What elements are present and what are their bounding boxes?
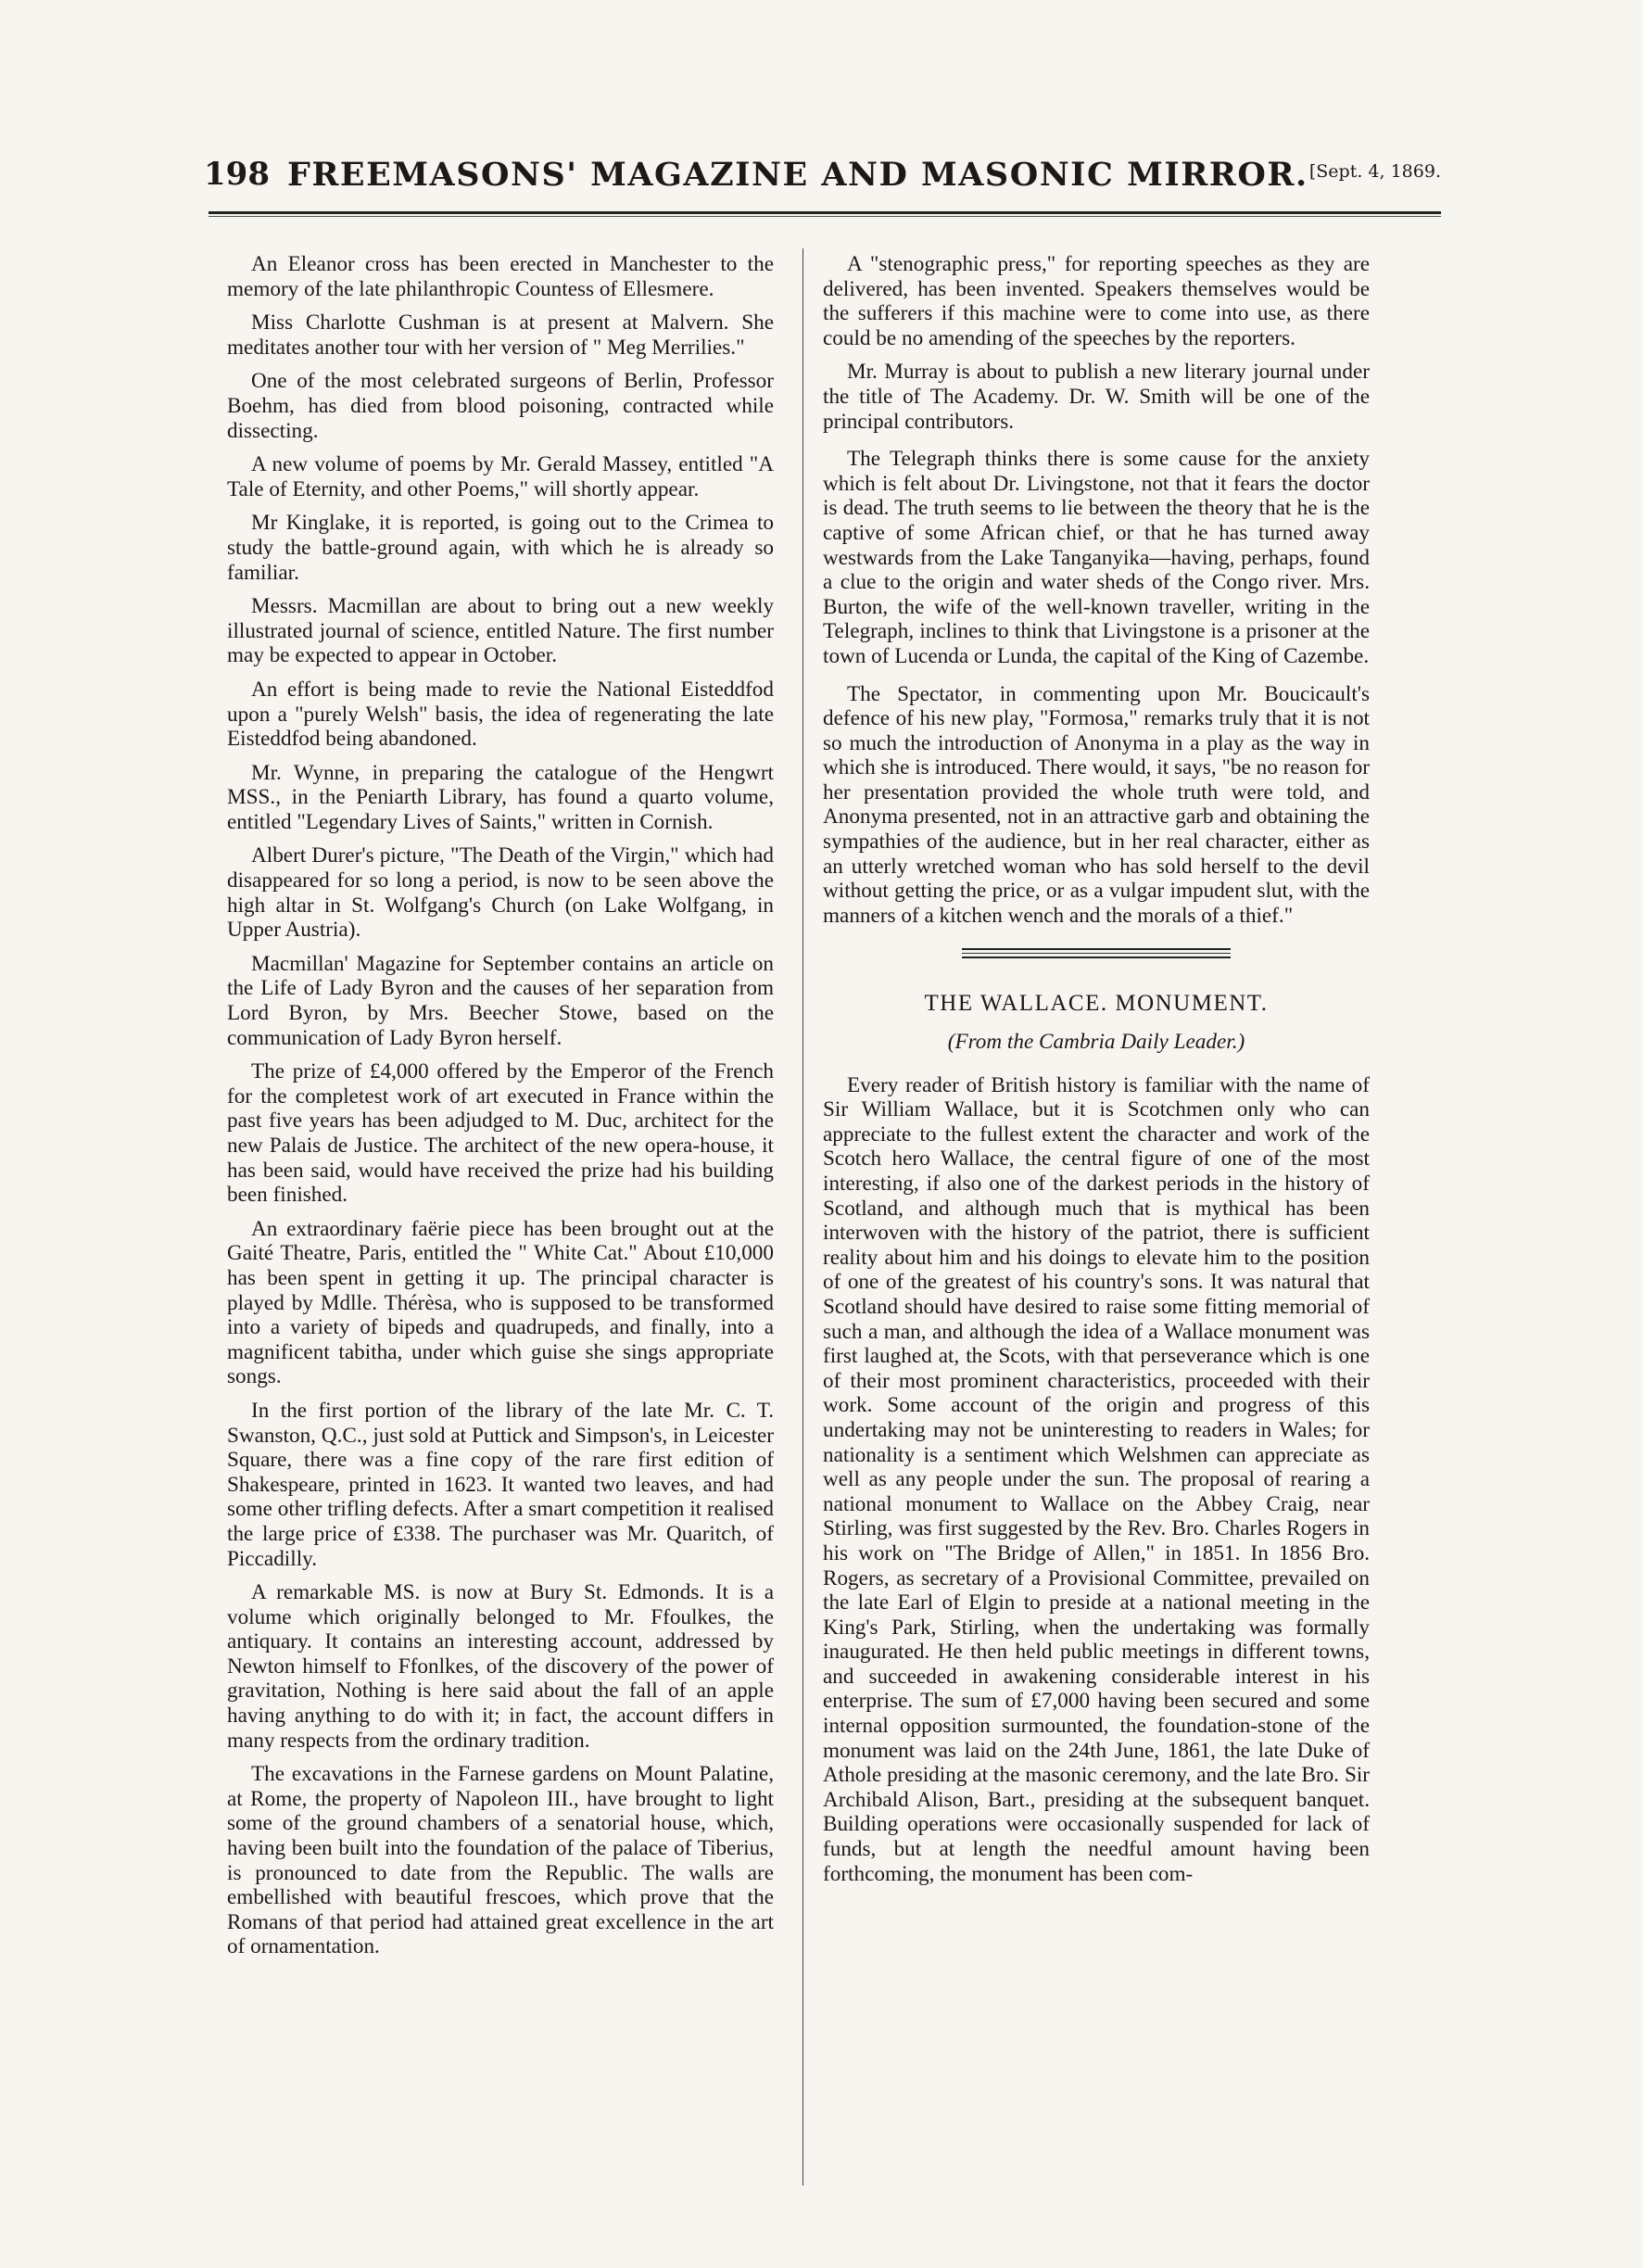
- news-item: An effort is being made to revie the National Eisteddfod upon a "purely Welsh" basis, the idea of regenerating the late Eisteddfod being abandoned.: [227, 677, 774, 752]
- news-item: A remarkable MS. is now at Bury St. Edmonds. It is a volume which originally belonged to Mr. Ffoulkes, the antiquary. It contains an interesting account, addressed by Newton himself to Ffonlkes, of the discovery of the power of gravitation, Nothing is here said about the fall of an apple having anything to do with it; in fact, the account differs in many respects from the ordinary tradition.: [227, 1580, 774, 1753]
- news-item: Macmillan' Magazine for September contains an article on the Life of Lady Byron and the causes of her separation from Lord Byron, by Mrs. Beecher Stowe, based on the communication of Lady Byron herself.: [227, 951, 774, 1050]
- news-item: In the first portion of the library of the late Mr. C. T. Swanston, Q.C., just sold at Puttick and Simpson's, in Leicester Square, there was a fine copy of the rare first edition of Shakespeare, printed in 1623. It wanted two leaves, and had some other trifling defects. After a smart competition it realised the large price of £338. The purchaser was Mr. Quaritch, of Piccadilly.: [227, 1398, 774, 1571]
- article-body: Every reader of British history is familiar with the name of Sir William Wallace, but it is Scotchmen only who can appreciate to the fullest extent the character and work of the Scotch hero Wallace, the central figure of one of the most interesting, if also one of the darkest periods in the history of Scotland, and although much that is mythical has been interwoven with the history of the patriot, there is sufficient reality about him and his doings to elevate him to the position of one of the greatest of his country's sons. It was natural that Scotland should have desired to raise some fitting memorial of such a man, and although the idea of a Wallace monument was first laughed at, the Scots, with that perseverance which is one of their most prominent characteristics, proceeded with their work. Some account of the origin and progress of this undertaking may not be uninteresting to readers in Wales; for nationality is a sentiment which Welshmen can appreciate as well as any people under the sun. The proposal of rearing a national monument to Wallace on the Abbey Craig, near Stirling, was first suggested by the Rev. Bro. Charles Rogers in his work on "The Bridge of Allen," in 1851. In 1856 Bro. Rogers, as secretary of a Provisional Committee, prevailed on the late Earl of Elgin to preside at a national meeting in the King's Park, Stirling, when the undertaking was formally inaugurated. He then held public meetings in different towns, and succeeded in awakening considerable interest in his enterprise. The sum of £7,000 having been secured and some internal opposition surmounted, the foundation-stone of the monument was laid on the 24th June, 1861, the late Duke of Athole presiding at the masonic ceremony, and the late Bro. Sir Archibald Alison, Bart., presiding at the subsequent banquet. Building operations were occasionally suspended for lack of funds, but at length the needful amount having been forthcoming, the monument has been com-: [823, 1072, 1370, 1886]
- left-column: [227, 252, 774, 2245]
- news-item: The Spectator, in commenting upon Mr. Boucicault's defence of his new play, "Formosa," remarks truly that it is not so much the introduction of Anonyma in a play as the way in which she is introduced. There would, it says, "be no reason for her presentation provided the whole truth were told, and Anonyma presented, not in an attractive garb and obtaining the sympathies of the audience, but in her real character, either as an utterly wretched woman who has sold herself to the devil without getting the price, or as a vulgar impudent slut, with the manners of a kitchen wench and the morals of a thief.": [823, 681, 1370, 928]
- news-item: The excavations in the Farnese gardens on Mount Palatine, at Rome, the property of Napoleon III., have brought to light some of the ground chambers of a senatorial house, which, having been built into the foundation of the palace of Tiberius, is pronounced to date from the Republic. The walls are embellished with beautiful frescoes, which prove that the Romans of that period had attained great excellence in the art of ornamentation.: [227, 1762, 774, 1959]
- news-item: Mr. Wynne, in preparing the catalogue of the Hengwrt MSS., in the Peniarth Library, has found a quarto volume, entitled "Legendary Lives of Saints," written in Cornish.: [227, 760, 774, 834]
- news-item: One of the most celebrated surgeons of Berlin, Professor Boehm, has died from blood poisoning, contracted while dissecting.: [227, 369, 774, 443]
- page-header: [204, 156, 1441, 211]
- news-item: An Eleanor cross has been erected in Manchester to the memory of the late philanthropic Countess of Ellesmere.: [227, 252, 774, 301]
- issue-date: [Sept. 4, 1869.: [1308, 161, 1441, 182]
- article-source: (From the Cambria Daily Leader.): [947, 1030, 1245, 1055]
- news-item: Miss Charlotte Cushman is at present at Malvern. She meditates another tour with her version of " Meg Merrilies.": [227, 310, 774, 360]
- news-item: A new volume of poems by Mr. Gerald Massey, entitled "A Tale of Eternity, and other Poems," will shortly appear.: [227, 452, 774, 501]
- news-item: A "stenographic press," for reporting speeches as they are delivered, has been invented. Speakers themselves would be the sufferers if this machine were to come into use, as there could be no amending of the speeches by the reporters.: [823, 252, 1370, 350]
- news-item: Mr. Murray is about to publish a new literary journal under the title of The Academy. Dr. W. Smith will be one of the principal contributors.: [823, 360, 1370, 434]
- news-item: The Telegraph thinks there is some cause for the anxiety which is felt about Dr. Livingstone, not that it fears the doctor is dead. The truth seems to lie between the theory that he is the captive of some African chief, or that he has turned away westwards from the Lake Tanganyika—having, perhaps, found a clue to the origin and water sheds of the Congo river. Mrs. Burton, the wife of the well-known traveller, writing in the Telegraph, inclines to think that Livingstone is a prisoner at the town of Lucenda or Lunda, the capital of the King of Cazembe.: [823, 447, 1370, 668]
- news-item: Mr Kinglake, it is reported, is going out to the Crimea to study the battle-ground again, with which he is already so familiar.: [227, 511, 774, 585]
- masthead-title: FREEMASONS' MAGAZINE AND MASONIC MIRROR.: [287, 156, 1308, 194]
- section-separator: [962, 948, 1231, 958]
- news-item: Messrs. Macmillan are about to bring out a new weekly illustrated journal of science, entitled Nature. The first number may be expected to appear in October.: [227, 594, 774, 668]
- header-rule: [209, 211, 1441, 217]
- page-number: 198: [204, 156, 270, 193]
- news-item: Albert Durer's picture, "The Death of the Virgin," which had disappeared for so long a period, is now to be seen above the high altar in St. Wolfgang's Church (on Lake Wolfgang, in Upper Austria).: [227, 843, 774, 943]
- right-column: [823, 252, 1370, 2245]
- article-heading: THE WALLACE. MONUMENT.: [924, 991, 1269, 1017]
- news-item: The prize of £4,000 offered by the Emperor of the French for the completest work of art executed in France within the past five years has been adjudged to M. Duc, architect for the new Palais de Justice. The architect of the new opera-house, it has been said, would have received the prize had his building been finished.: [227, 1059, 774, 1208]
- news-item: An extraordinary faërie piece has been brought out at the Gaité Theatre, Paris, entitled the " White Cat." About £10,000 has been spent in getting it up. The principal character is played by Mdlle. Thérèsa, who is supposed to be transformed into a variety of bipeds and quadrupeds, and finally, into a magnificent tabitha, under which guise she sings appropriate songs.: [227, 1216, 774, 1389]
